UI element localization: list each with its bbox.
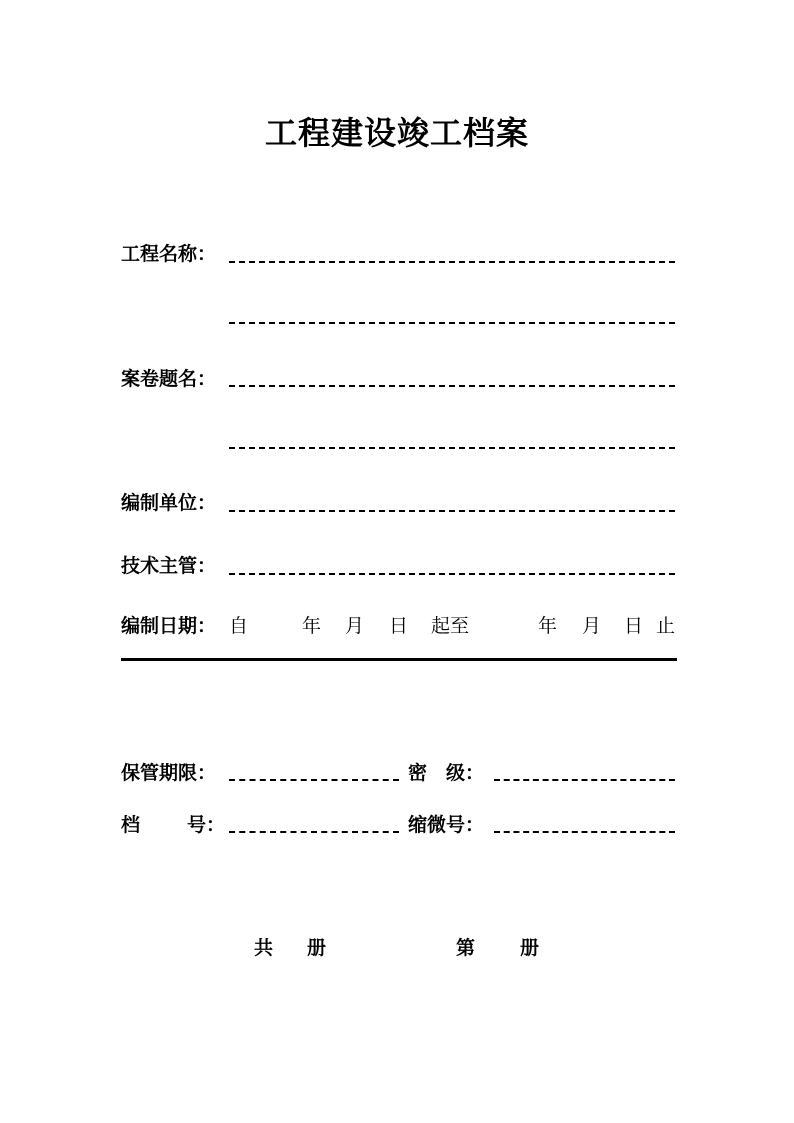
project-name-line-2[interactable] [229,322,675,324]
compiling-unit-label: 编制单位： [121,492,217,514]
date-from: 自 [229,615,249,637]
total-volumes-left: 共 [254,937,274,959]
date-month-2: 月 [582,615,602,637]
tech-supervisor-label: 技术主管： [121,555,217,577]
tech-supervisor-line[interactable] [229,573,675,575]
archive-no-line[interactable] [229,831,399,833]
project-name-label: 工程名称： [121,243,217,265]
date-year-2: 年 [538,615,558,637]
volume-title-label: 案卷题名： [121,368,217,390]
volume-title-line-1[interactable] [229,385,675,387]
volume-title-line-2[interactable] [229,447,675,449]
secrecy-line[interactable] [494,779,675,781]
project-name-line-1[interactable] [229,261,675,263]
volume-number-right: 册 [520,937,540,959]
total-volumes-right: 册 [307,937,327,959]
compile-date-label: 编制日期： [121,615,217,637]
date-until: 起至 [431,615,470,637]
date-stop: 止 [656,615,676,637]
volume-number-left: 第 [456,937,476,959]
date-year-1: 年 [302,615,322,637]
compile-date-row [121,614,677,640]
archive-no-label-left: 档 [121,814,141,836]
retention-line[interactable] [229,779,399,781]
document-title: 工程建设竣工档案 [264,114,529,152]
separator-rule [121,658,677,661]
compiling-unit-line[interactable] [229,510,675,512]
date-day-1: 日 [389,615,409,637]
archive-no-label-right: 号： [187,814,226,836]
secrecy-label: 密 级： [408,762,485,784]
date-month-1: 月 [345,615,365,637]
microfilm-no-label: 缩微号： [408,814,485,836]
date-day-2: 日 [624,615,644,637]
microfilm-no-line[interactable] [494,831,675,833]
retention-label: 保管期限： [121,762,217,784]
